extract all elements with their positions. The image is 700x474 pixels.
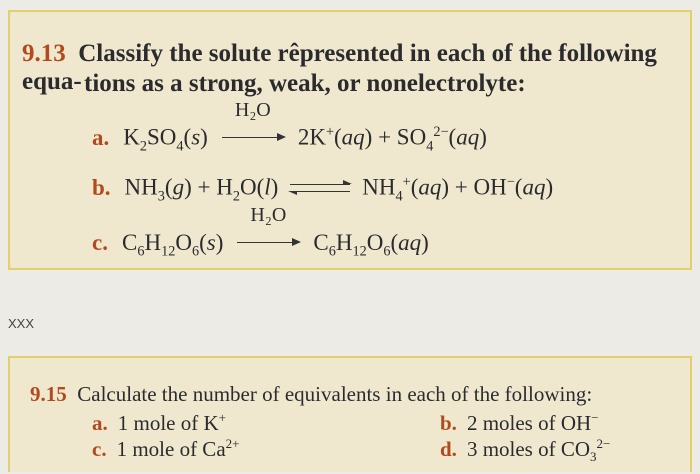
problem-915-item-a: a. 1 mole of K+	[92, 410, 226, 435]
problem-913-number: 9.13	[22, 40, 66, 67]
problem-915-item-c: c. 1 mole of $Ca^{2+}$	[92, 436, 240, 461]
equilibrium-arrow-icon	[290, 182, 350, 196]
equation-a-label: a.	[92, 124, 110, 150]
item-b-label: b.	[440, 411, 457, 435]
problem-915-item-d: d. 3 moles of $CO_3^{2-}$	[440, 436, 611, 465]
problem-913-text-line2: tions as a strong, weak, or nonelectrolyte:	[84, 70, 526, 97]
item-d-text: 3 moles of CO	[466, 437, 591, 461]
problem-915-text: Calculate the number of equivalents in each of the following:	[77, 382, 593, 406]
equation-c: c. $C_6H_{12}O_6(s)$ H₂O $C_6H_{12}O_6(aq)$	[92, 204, 429, 260]
item-c-text: 1 mole of Ca	[116, 437, 226, 461]
problem-915-line	[30, 382, 592, 407]
equation-b-label: b.	[92, 174, 111, 200]
problem-915-item-b: b. 2 moles of OH−	[440, 410, 599, 435]
arrow-reagent: H₂O	[250, 204, 287, 226]
problem-915-number: 9.15	[30, 382, 67, 406]
item-a-text: 1 mole of K	[117, 411, 219, 435]
item-a-label: a.	[92, 411, 108, 435]
equation-c-label: c.	[92, 230, 108, 255]
separator-text: XXX	[8, 316, 35, 331]
equation-b: b. $NH_3(g) + H_2O(l)$ $NH_4^+(aq) + OH^-(aq)$	[92, 174, 554, 205]
reaction-arrow-icon	[233, 204, 303, 256]
arrow-reagent: H₂O	[234, 98, 271, 121]
reaction-arrow-icon	[218, 98, 288, 151]
item-b-text: 2 moles of OH	[466, 411, 592, 435]
item-d-label: d.	[440, 437, 457, 461]
item-c-label: c.	[92, 437, 107, 461]
equation-a: a. $K_2SO_4(s)$ H₂O $2K^+(aq) + SO_4^{2-}(aq)$	[92, 98, 487, 155]
problem-913-text-line1: Classify the solute rêpresented in each of the following equa-	[22, 40, 657, 95]
